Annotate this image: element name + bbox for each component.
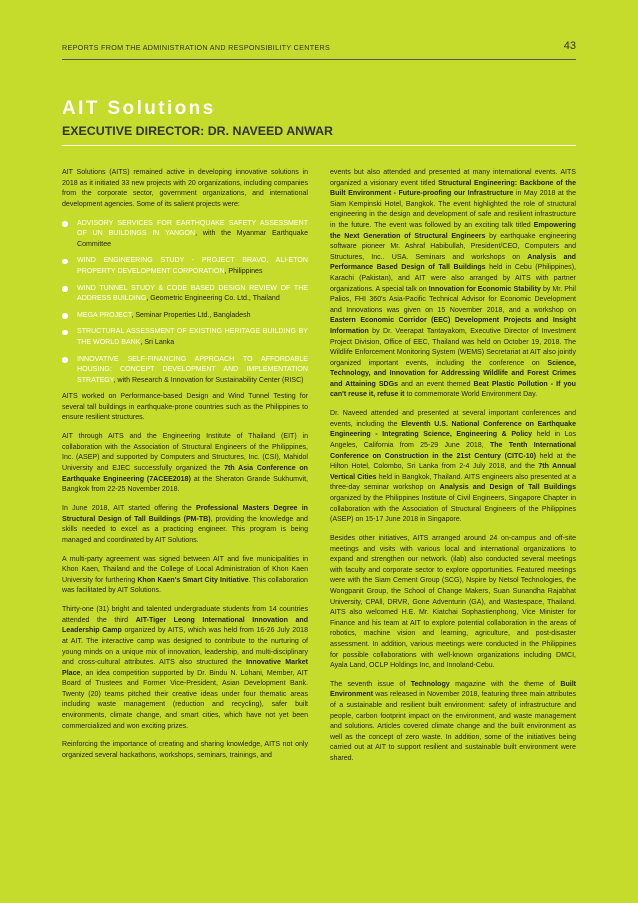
left-column <box>62 168 308 770</box>
project-list-item <box>62 311 308 322</box>
events-paragraph: events but also attended and presented at many international events. AITS organized a visionary event titled Structural Engineering: Backbone of the Built Environment - Future-proofing our Infrastructure in May 2018 at the Siam Kempinski Hotel, Bangkok. The event highlighted the role of structural engineering in the design and development of safe and resilient infrastructure in the future. The event was followed by an exciting talk titled Empowering the Next Generation of Structural Engineers by earthquake engineering software pioneer Mr. Ashraf Habibullah, President/CEO, Computers and Structures, Inc.. USA. Seminars and workshops on Analysis and Performance Based Design of Tall Buildings held in Cebu (Philippines), Karachi (Pakistan), and AIT were also arranged by AITS with partner organizations. A special talk on Innovation for Economic Stability by Mr. Phil Palios, FHI 360's Asia-Pacific Technical Advisor for Economic Development and Innovations was given on 15 November 2018, and a workshop on Eastern Economic Corridor (EEC) Development Projects and Insight Information by Dr. Veerapat Tantayakom, Executive Director of Investment Project Division, Office of EEC, Thailand was held on October 19, 2018. The Wildlife Enforcement Monitoring System (WEMS) Secretariat at AIT also jointly organized important events, including the conference on Science, Technology, and Innovation for Addressing Wildlife and Forest Crimes and Attaining SDGs and an event themed Beat Plastic Pollution - If you can't reuse it, refuse it to commemorate World Environment Day. <box>330 169 577 399</box>
project-name: WIND ENGINEERING STUDY - PROJECT BRAVO, ALI-ETON PROPERTY DEVELOPMENT CORPORATION <box>77 257 308 275</box>
bullet-icon <box>62 286 68 292</box>
initiatives-paragraph: Besides other initiatives, AITS arranged around 24 on-campus and off-site meetings and visits with various local and international organizations to expand and strengthen our network. (ilab) also conducted several meetings with faculty and corporate sector to explore opportunities. Featured meetings were with the Siam Cement Group (SCG), Nspire by Netsol Technologies, the Wongpanit Group, the School of Change Makers, Suan Sunandha Rajabhat University, CPAll, DRVR, Gone Adventurin (GA), and Wastespace, Thailand. AITS also welcomed H.E. Mr. Kiatchai Sophastienphong, Vice Minister for Finance and his team at AIT to explore potential collaboration in the areas of robotics, machine vision and learning, agriculture, and post-disaster assessment. In addition, various meetings were conducted in the Philippines for possible collaborations with well-known organizations including DMCI, Ayala Land, OCLP Holdings Inc, and Innoland-Cebu. <box>330 534 576 670</box>
project-client: , with Research & Innovation for Sustainability Center (RISC) <box>113 376 304 384</box>
knowledge-sharing-paragraph: Reinforcing the importance of creating and sharing knowledge, AITS not only organized several hackathons, workshops, seminars, trainings, and <box>62 741 308 760</box>
bullet-icon <box>62 357 68 363</box>
project-list-item <box>62 256 308 277</box>
smart-city-paragraph: A multi-party agreement was signed between AIT and five municipalities in Khon Kaen, Thailand and the College of Local Administration of Khon Kaen University for furthering Khon Kaen's Smart City Initiative. This collaboration was facilitated by AIT Solutions. <box>62 555 308 595</box>
project-client: , Sri Lanka <box>140 338 175 346</box>
section-subtitle: EXECUTIVE DIRECTOR: DR. NAVEED ANWAR <box>62 124 334 138</box>
conferences-paragraph: Dr. Naveed attended and presented at several important conferences and events, including the Eleventh U.S. National Conference on Earthquake Engineering - Integrating Science, Engineering & Policy held in Los Angeles, California from 25-29 June 2018, The Tenth International Conference on Construction in the 21st Century (CITC-10) held at the Hilton Hotel, Colombo, Sri Lanka from 2-4 July 2018, and the 7th Annual Vertical Cities held in Bangkok, Thailand. AITS engineers also presented at a three-day seminar workshop on Analysis and Design of Tall Buildings organized by the Philippines Institute of Civil Engineers, Singapore Chapter in collaboration with the Association of Structural Engineers of the Philippines (ASEP) on 15-17 June 2018 in Singapore. <box>330 410 577 524</box>
wind-testing-paragraph: AITS worked on Performance-based Design and Wind Tunnel Testing for several tall buildings in earthquake-prone countries such as the Philippines to ensure resilient structures. <box>62 393 308 422</box>
project-list-item <box>62 355 308 387</box>
project-list <box>62 219 308 387</box>
bullet-icon <box>62 330 68 336</box>
project-client: , Geometric Engineering Co. Ltd., Thailand <box>146 295 280 303</box>
project-client: , with the Myanmar Earthquake Committee <box>77 230 308 248</box>
project-name: ADVISORY SERVICES FOR EARTHQUAKE SAFETY ASSESSMENT OF UN BUILDINGS IN YANGON <box>77 219 308 238</box>
innovation-camp-paragraph: Thirty-one (31) bright and talented undergraduate students from 14 countries attended the third AIT-Tiger Leong International Innovation and Leadership Camp organized by AITS, which was held from 16-26 July 2018 at AIT. The interactive camp was designed to contribute to the nurturing of young minds on a unique mix of innovation, leadership, and multi-disciplinary and cross-cultural attributes. AITS also structured the Innovative Market Place, an idea competition supported by Dr. Bindu N. Lohani, Member, AIT Board of Trustees and Former Vice-President, Asian Development Bank. Twenty (20) teams pitched their creative ideas under four thematic areas including waste management (reduction and recycling), safer built environments, climate change, and smart cities, which have not yet been commercialized and won exciting prizes. <box>62 606 309 730</box>
intro-paragraph: AIT Solutions (AITS) remained active in developing innovative solutions in 2018 as it initiated 33 new projects with 20 organizations, including companies from the corporate sector, government organizations, and international development agencies. Some of its salient projects were: <box>62 169 308 208</box>
masters-degree-paragraph: In June 2018, AIT started offering the Professional Masters Degree in Structural Design of Tall Buildings (PM-TB), providing the knowledge and skills needed to excel as a practicing engineer. This program is being managed and coordinated by AIT Solutions. <box>62 505 308 544</box>
project-list-item <box>62 219 308 251</box>
bullet-icon <box>62 259 68 265</box>
project-name: MEGA PROJECT <box>77 311 132 319</box>
project-client: , Seminar Properties Ltd., Bangladesh <box>131 311 251 319</box>
project-name: INNOVATIVE SELF-FINANCING APPROACH TO AFFORDABLE HOUSING: CONCEPT DEVELOPMENT AND IMPLEMENTATION STRATEGY <box>77 355 308 384</box>
right-column <box>330 168 576 773</box>
bullet-icon <box>62 221 68 227</box>
page-header <box>62 40 576 56</box>
project-name: WIND TUNNEL STUDY & CODE BASED DESIGN REVIEW OF THE ADDRESS BUILDING <box>77 284 308 303</box>
magazine-paragraph: The seventh issue of Technology magazine with the theme of Built Environment was released in November 2018, featuring three main attributes of a sustainable and resilient built environment: safety of infrastructure and people, carbon footprint impact on the environment, and waste management and solutions. Articles covered climate change and the built environment as well as the concept of zero waste. In addition, some of the initiatives being carried out at AIT to support resilient and sustainable built environment were shared. <box>330 680 577 763</box>
page-number: 43 <box>563 40 576 52</box>
project-client: , Philippines <box>224 267 263 275</box>
conference-paragraph: AIT through AITS and the Engineering Institute of Thailand (EIT) in collaboration with the Association of Structural Engineers of the Philippines, Inc. (ASEP) and supported by Computers and Structures, Inc. (CSI), Mahidol University and EJEC successfully organized the 7th Asia Conference on Earthquake Engineering (7ACEE2018) at the Sheraton Grande Sukhumvit, Bangkok from 22-25 November 2018. <box>62 433 308 494</box>
bullet-icon <box>62 313 68 319</box>
running-header-title: REPORTS FROM THE ADMINISTRATION AND RESPONSIBILITY CENTERS <box>62 43 331 52</box>
project-list-item <box>62 284 308 305</box>
section-title: AIT Solutions <box>62 98 216 119</box>
project-list-item <box>62 327 308 348</box>
project-name: STRUCTURAL ASSESSMENT OF EXISTING HERITAGE BUILDING BY THE WORLD BANK <box>77 328 308 346</box>
header-divider <box>62 59 576 60</box>
subtitle-divider <box>62 145 576 146</box>
